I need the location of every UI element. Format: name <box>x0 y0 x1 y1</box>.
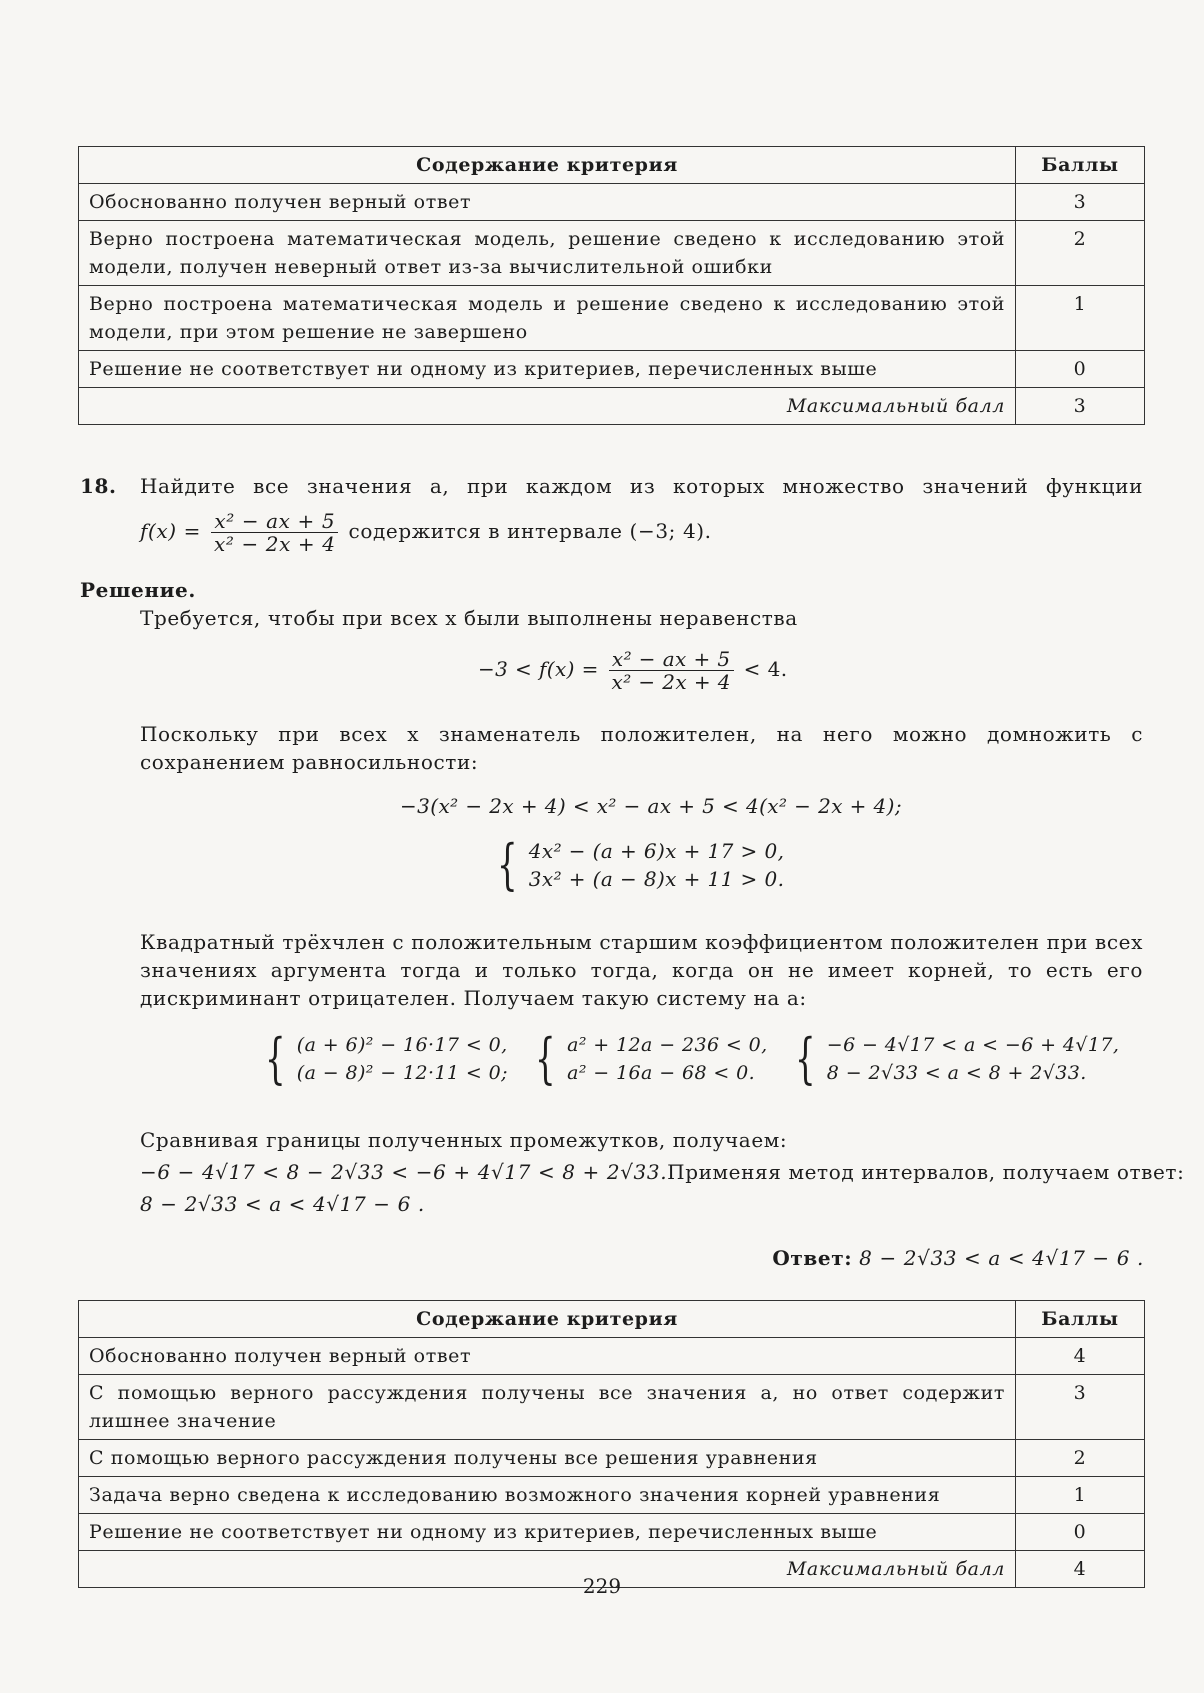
points-header: Баллы <box>1016 147 1145 184</box>
system-c <box>788 1027 1120 1090</box>
equation-2: −3(x² − 2x + 4) < x² − ax + 5 < 4(x² − 2x + 4); <box>400 794 903 818</box>
table-header-row <box>79 1301 1145 1338</box>
func-fraction <box>211 510 339 555</box>
criteria-table-1 <box>78 146 1145 425</box>
criteria-text: С помощью верного рассуждения получены все решения уравнения <box>79 1440 1016 1477</box>
points-value: 3 <box>1016 184 1145 221</box>
max-score-value: 4 <box>1016 1551 1145 1588</box>
system-c-row-2: 8 − 2√33 < a < 8 + 2√33. <box>826 1062 1087 1084</box>
func-denominator: x² − 2x + 4 <box>213 532 336 556</box>
solution-paragraph-2: Поскольку при всех x знаменатель положителен, на него можно домножить с сохранением равносильности: <box>140 722 1143 774</box>
left-brace-icon: { <box>535 1027 557 1090</box>
table-row <box>79 1338 1145 1375</box>
criteria-text: Задача верно сведена к исследованию возможного значения корней уравнения <box>79 1477 1016 1514</box>
bounds-comparison: −6 − 4√17 < 8 − 2√33 < −6 + 4√17 < 8 + 2√33. <box>140 1160 668 1184</box>
system-a <box>258 1027 508 1090</box>
points-value: 4 <box>1016 1338 1145 1375</box>
problem-number: 18. <box>80 474 117 498</box>
solution-paragraph-1: Требуется, чтобы при всех x были выполнены неравенства <box>140 606 798 630</box>
table-row <box>79 1375 1145 1440</box>
page-number: 229 <box>582 1574 622 1598</box>
system-b <box>528 1027 768 1090</box>
solution-paragraph-3: Квадратный трёхчлен с положительным старшим коэффициентом положителен при всех значениях аргумента тогда и только тогда, когда он не имеет корней, то есть его дискриминант отрицателен. Получаем такую систему на a: <box>140 930 1143 1010</box>
eq1-denominator: x² − 2x + 4 <box>611 670 731 694</box>
system-1-block <box>490 833 785 896</box>
problem-formula <box>140 510 712 555</box>
table-row <box>79 184 1145 221</box>
solution-paragraph-4-line3: 8 − 2√33 < a < 4√17 − 6 . <box>140 1192 425 1216</box>
table-row <box>79 1477 1145 1514</box>
system-1-row-1: 4x² − (a + 6)x + 17 > 0, <box>528 839 785 863</box>
max-score-label: Максимальный балл <box>79 388 1016 425</box>
criteria-text: Верно построена математическая модель и решение сведено к исследованию этой модели, при этом решение не завершено <box>79 286 1016 351</box>
answer-value: 8 − 2√33 < a < 4√17 − 6 . <box>859 1246 1144 1270</box>
points-value: 0 <box>1016 1514 1145 1551</box>
points-header: Баллы <box>1016 1301 1145 1338</box>
table-row <box>79 286 1145 351</box>
answer-label: Ответ: <box>772 1246 853 1270</box>
left-brace-icon: { <box>794 1027 816 1090</box>
system-c-row-1: −6 − 4√17 < a < −6 + 4√17, <box>826 1034 1120 1056</box>
points-value: 3 <box>1016 1375 1145 1440</box>
system-1 <box>490 833 785 896</box>
table-row <box>79 221 1145 286</box>
system-a-row-1: (a + 6)² − 16·17 < 0, <box>296 1034 508 1056</box>
table-row <box>79 351 1145 388</box>
criteria-text: Обоснованно получен верный ответ <box>79 1338 1016 1375</box>
max-score-label: Максимальный балл <box>79 1551 1016 1588</box>
eq1-numerator: x² − ax + 5 <box>609 648 734 671</box>
criteria-header: Содержание критерия <box>79 147 1016 184</box>
system-1-row-2: 3x² + (a − 8)x + 11 > 0. <box>528 867 785 891</box>
table-max-row <box>79 388 1145 425</box>
points-value: 2 <box>1016 1440 1145 1477</box>
eq1-fraction <box>609 648 734 693</box>
points-value: 1 <box>1016 286 1145 351</box>
table-row <box>79 1514 1145 1551</box>
equation-1 <box>478 648 787 693</box>
interval-method-text: Применяя метод интервалов, получаем ответ: <box>667 1160 1185 1184</box>
criteria-text: Решение не соответствует ни одному из критериев, перечисленных выше <box>79 351 1016 388</box>
solution-heading: Решение. <box>80 578 196 602</box>
eq1-rhs: < 4. <box>743 657 788 681</box>
table-header-row <box>79 147 1145 184</box>
table-row <box>79 1440 1145 1477</box>
problem-text-line1: Найдите все значения a, при каждом из которых множество значений функции <box>140 474 1143 498</box>
criteria-text: С помощью верного рассуждения получены все значения a, но ответ содержит лишнее значение <box>79 1375 1016 1440</box>
func-numerator: x² − ax + 5 <box>211 510 338 533</box>
max-score-value: 3 <box>1016 388 1145 425</box>
solution-paragraph-4-line1: Сравнивая границы полученных промежутков, получаем: <box>140 1128 788 1152</box>
criteria-table-2 <box>78 1300 1145 1588</box>
left-brace-icon: { <box>264 1027 286 1090</box>
eq1-lhs: −3 < f(x) = <box>478 657 599 681</box>
criteria-text: Обоснованно получен верный ответ <box>79 184 1016 221</box>
system-a-row-2: (a − 8)² − 12·11 < 0; <box>296 1062 508 1084</box>
func-lhs: f(x) = <box>140 519 202 543</box>
answer-line <box>772 1244 1144 1272</box>
system-b-row-1: a² + 12a − 236 < 0, <box>567 1034 768 1056</box>
points-value: 1 <box>1016 1477 1145 1514</box>
criteria-header: Содержание критерия <box>79 1301 1016 1338</box>
left-brace-icon: { <box>496 833 518 896</box>
criteria-text: Решение не соответствует ни одному из критериев, перечисленных выше <box>79 1514 1016 1551</box>
solution-paragraph-4-line2 <box>140 1158 1185 1186</box>
systems-row <box>258 1027 1120 1090</box>
problem-text-line2: содержится в интервале (−3; 4). <box>348 519 712 543</box>
system-b-row-2: a² − 16a − 68 < 0. <box>567 1062 756 1084</box>
criteria-text: Верно построена математическая модель, решение сведено к исследованию этой модели, получен неверный ответ из-за вычислительной ошибки <box>79 221 1016 286</box>
points-value: 0 <box>1016 351 1145 388</box>
points-value: 2 <box>1016 221 1145 286</box>
